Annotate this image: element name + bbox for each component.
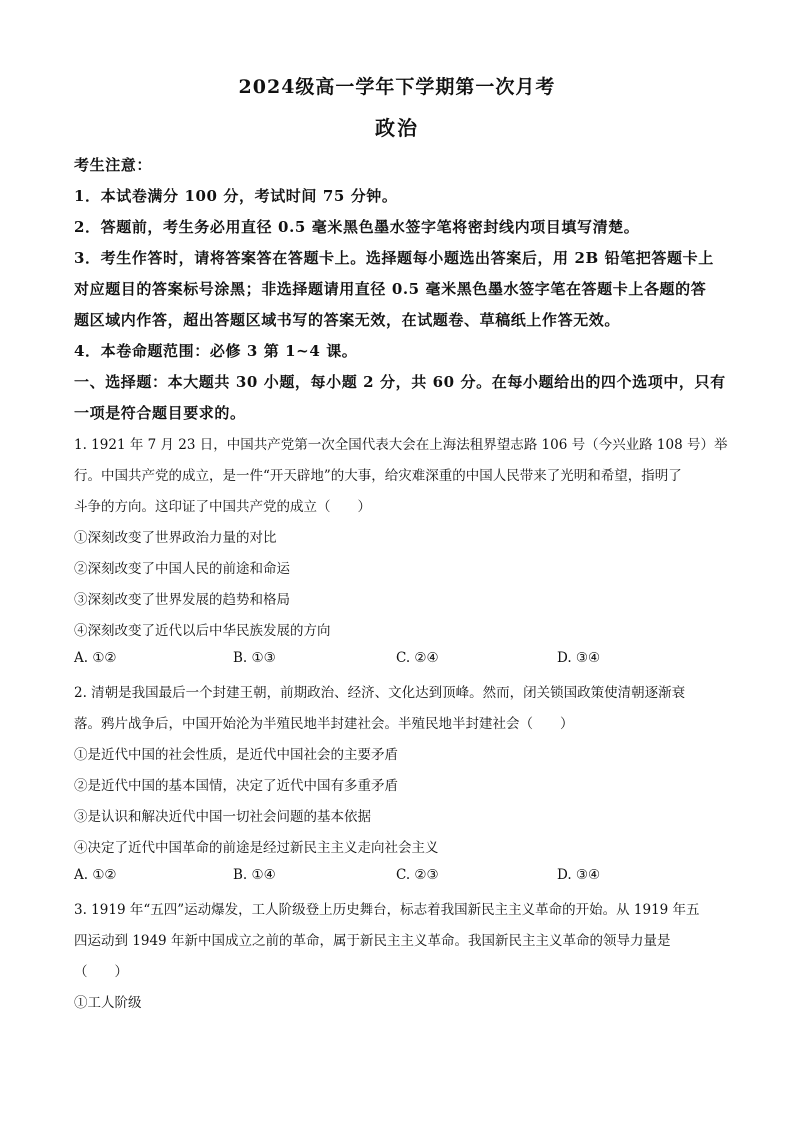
question-3-stem: 3. 1919 年“五四”运动爆发，工人阶级登上历史舞台，标志着我国新民主主义革命的开始。从 1919 年五 xyxy=(74,902,700,918)
question-1-item: ③深刻改变了世界发展的趋势和格局 xyxy=(74,592,290,608)
notice-heading: 考生注意： xyxy=(74,156,153,174)
question-2-item: ④决定了近代中国革命的前途是经过新民主主义走向社会主义 xyxy=(74,840,439,856)
question-1-option-c: C. ②④ xyxy=(396,650,439,666)
question-1-stem: 斗争的方向。这印证了中国共产党的成立（ ） xyxy=(74,499,371,515)
question-3-stem: 四运动到 1949 年新中国成立之前的革命，属于新民主主义革命。我国新民主主义革命的领导力量是 xyxy=(74,933,671,949)
question-2-option-a: A. ①② xyxy=(74,867,117,883)
question-1-item: ②深刻改变了中国人民的前途和命运 xyxy=(74,561,290,577)
question-1-option-b: B. ①③ xyxy=(233,650,276,666)
exam-subject: 政治 xyxy=(375,116,419,140)
notice-line: 3．考生作答时，请将答案答在答题卡上。选择题每小题选出答案后，用 2B 铅笔把答题卡上 xyxy=(74,249,714,267)
notice-line: 4．本卷命题范围：必修 3 第 1~4 课。 xyxy=(74,342,358,360)
section-heading: 一、选择题：本大题共 30 小题，每小题 2 分，共 60 分。在每小题给出的四个选项中，只有 xyxy=(74,373,726,391)
question-2-option-d: D. ③④ xyxy=(557,867,601,883)
question-1-stem: 1. 1921 年 7 月 23 日，中国共产党第一次全国代表大会在上海法租界望志路 106 号（今兴业路 108 号）举 xyxy=(74,437,728,453)
question-2-item: ③是认识和解决近代中国一切社会问题的基本依据 xyxy=(74,809,371,825)
question-3-stem: （ ） xyxy=(74,964,128,980)
question-1-item: ①深刻改变了世界政治力量的对比 xyxy=(74,530,277,546)
question-1-stem: 行。中国共产党的成立，是一件“开天辟地”的大事，给灾难深重的中国人民带来了光明和希望，指明了 xyxy=(74,468,682,484)
question-3-item: ①工人阶级 xyxy=(74,995,142,1011)
notice-line: 对应题目的答案标号涂黑；非选择题请用直径 0.5 毫米黑色墨水签字笔在答题卡上各题的答 xyxy=(74,280,707,298)
notice-line: 2．答题前，考生务必用直径 0.5 毫米黑色墨水签字笔将密封线内项目填写清楚。 xyxy=(74,218,640,236)
exam-title: 2024级高一学年下学期第一次月考 xyxy=(238,76,556,98)
question-2-stem: 2. 清朝是我国最后一个封建王朝，前期政治、经济、文化达到顶峰。然而，闭关锁国政策使清朝逐渐衰 xyxy=(74,685,686,701)
question-1-item: ④深刻改变了近代以后中华民族发展的方向 xyxy=(74,623,331,639)
section-heading: 一项是符合题目要求的。 xyxy=(74,404,246,422)
question-2-item: ①是近代中国的社会性质，是近代中国社会的主要矛盾 xyxy=(74,747,398,763)
question-2-item: ②是近代中国的基本国情，决定了近代中国有多重矛盾 xyxy=(74,778,398,794)
notice-line: 1．本试卷满分 100 分，考试时间 75 分钟。 xyxy=(74,187,398,205)
question-1-option-a: A. ①② xyxy=(74,650,117,666)
question-1-option-d: D. ③④ xyxy=(557,650,601,666)
question-2-stem: 落。鸦片战争后，中国开始沦为半殖民地半封建社会。半殖民地半封建社会（ ） xyxy=(74,716,574,732)
question-2-option-b: B. ①④ xyxy=(233,867,276,883)
notice-line: 题区域内作答，超出答题区域书写的答案无效，在试题卷、草稿纸上作答无效。 xyxy=(74,311,621,329)
question-2-option-c: C. ②③ xyxy=(396,867,439,883)
